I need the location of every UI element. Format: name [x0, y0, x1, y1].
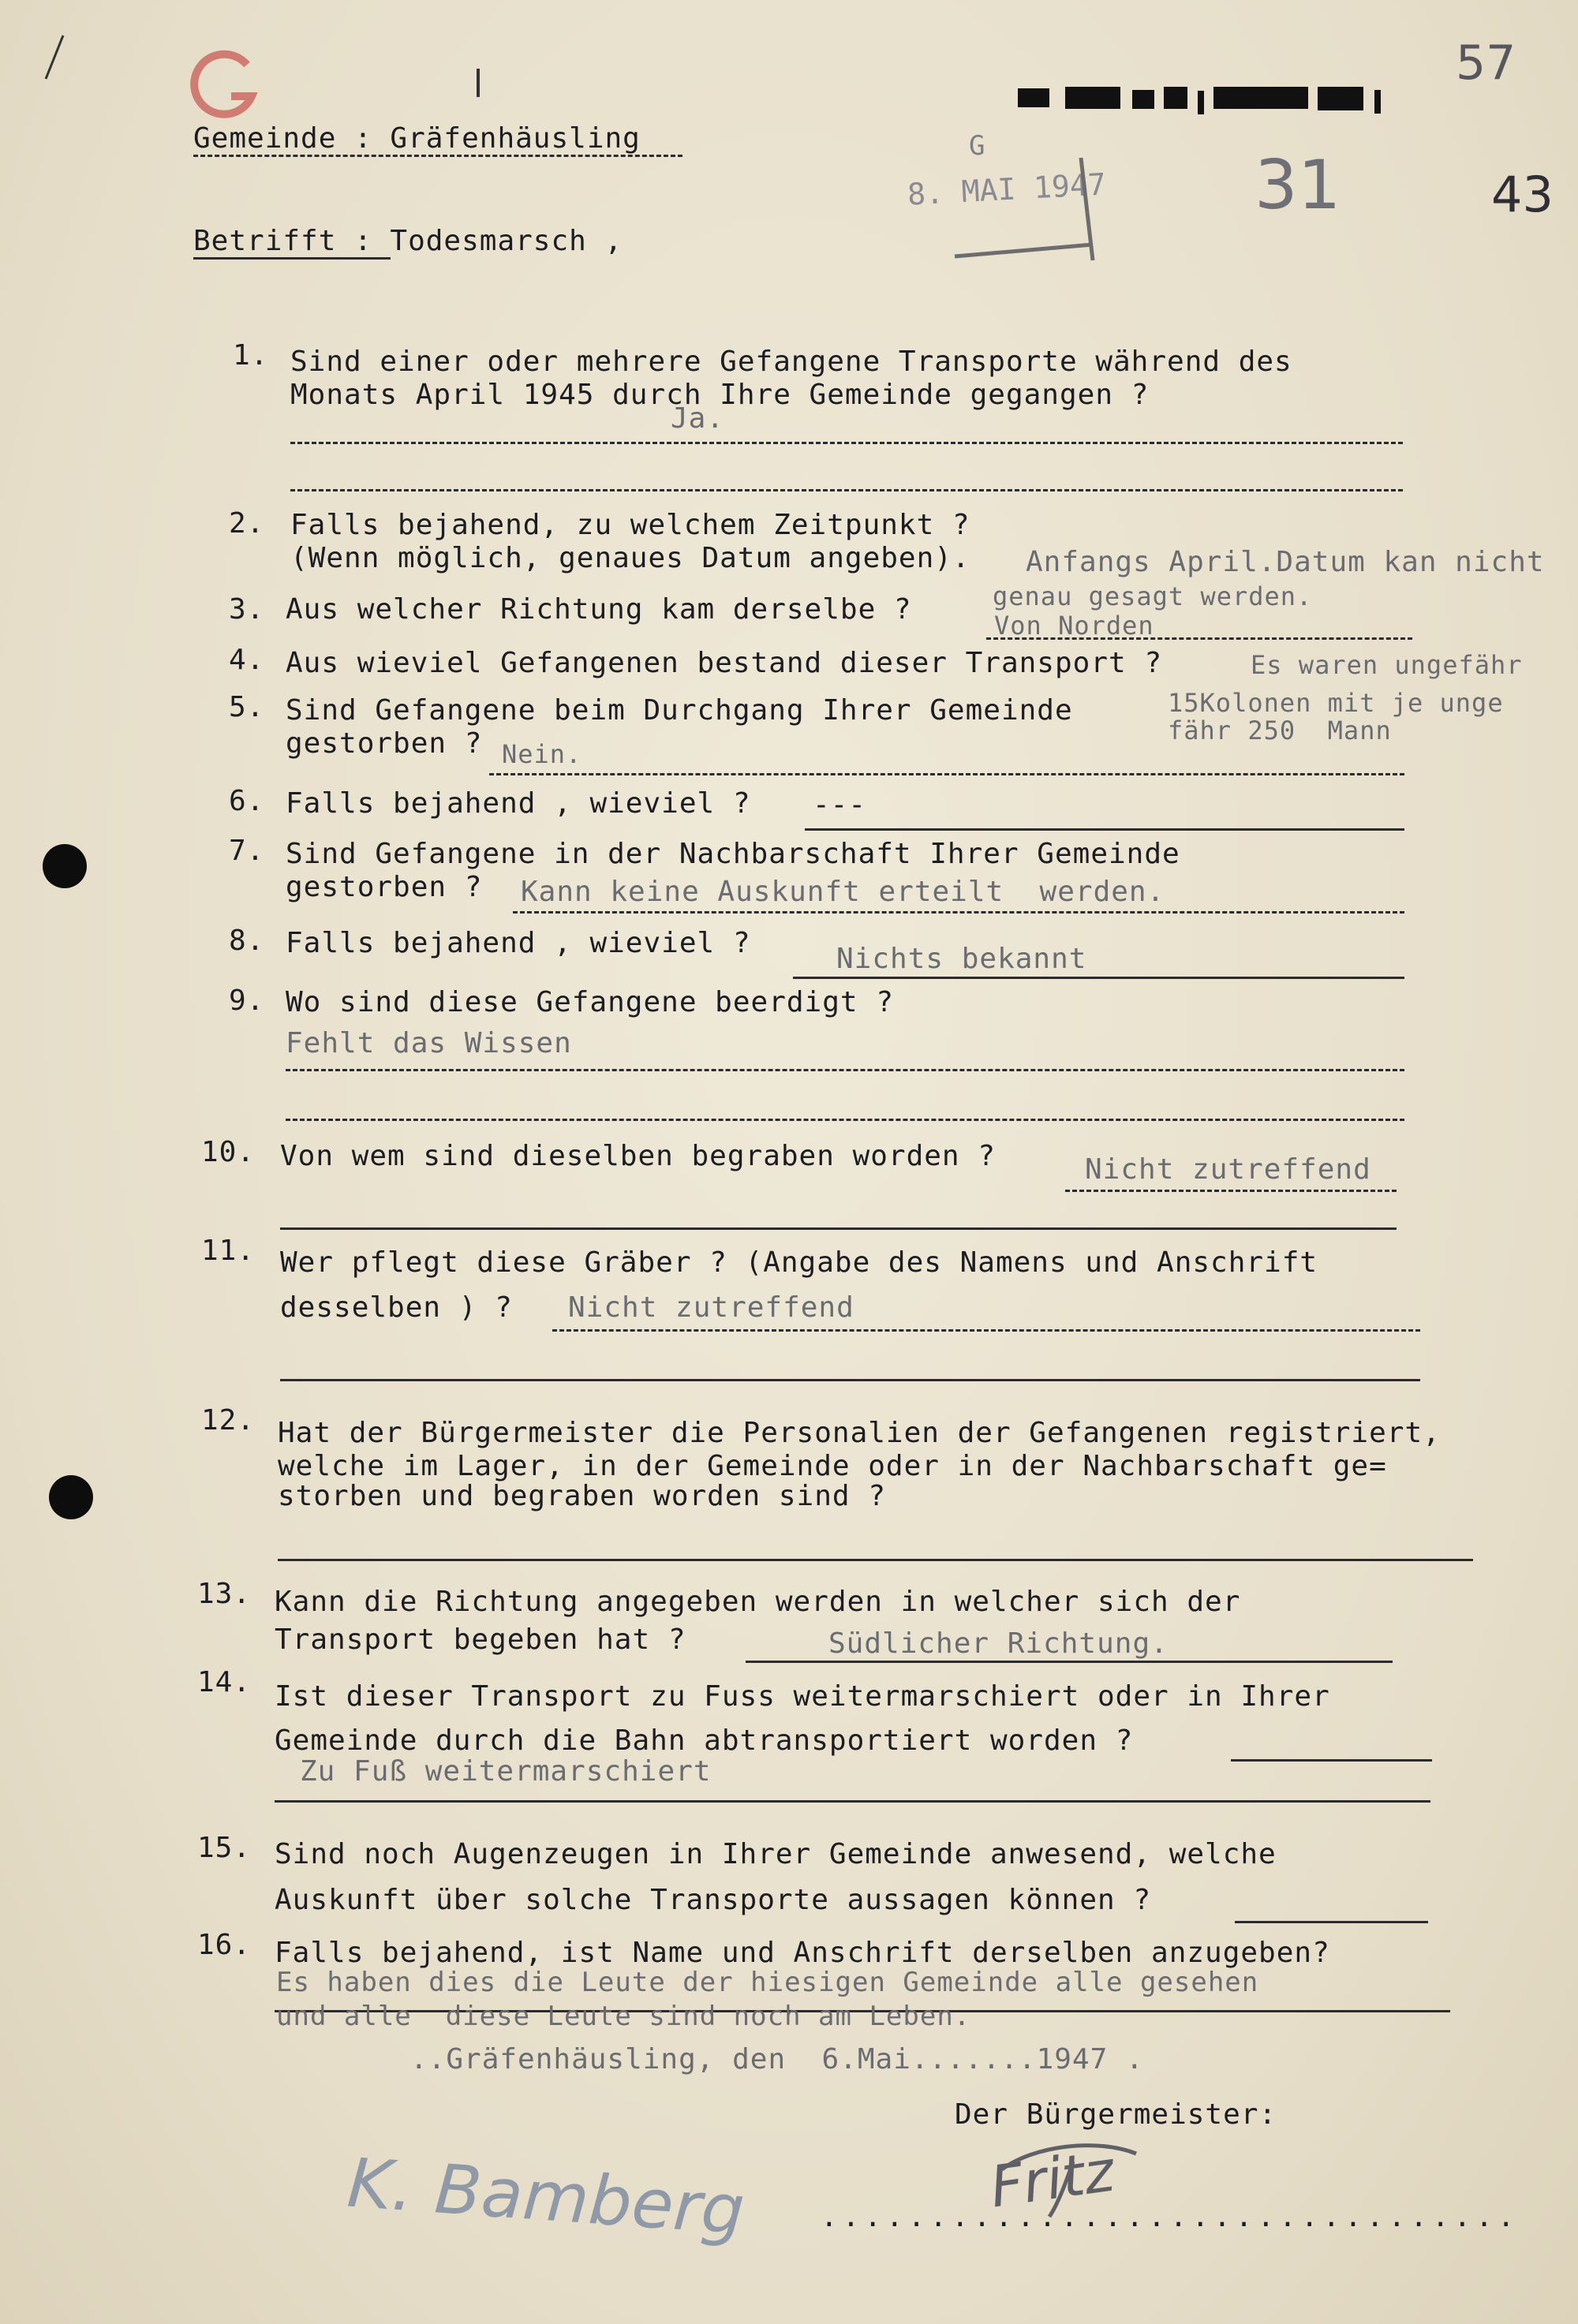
question-2-answer: Anfangs April.Datum kan nicht [1026, 546, 1545, 578]
question-13-line-2: Transport begeben hat ? [275, 1623, 686, 1656]
punch-hole-lower [49, 1475, 93, 1519]
question-3-line-1: Aus welcher Richtung kam derselbe ? [286, 593, 912, 626]
question-10-rule-2 [280, 1227, 1397, 1230]
punch-hole-upper [43, 844, 87, 888]
question-13-line-1: Kann die Richtung angegeben werden in welcher sich der [275, 1586, 1241, 1618]
stamp-bracket-icon [923, 150, 1128, 260]
redaction-strike-icon [1018, 79, 1389, 126]
question-8-line-1: Falls bejahend , wieviel ? [286, 927, 751, 959]
question-1-line-2: Monats April 1945 durch Ihre Gemeinde gegangen ? [290, 379, 1150, 411]
question-5-answer: Nein. [502, 739, 582, 769]
question-1-answer: Ja. [671, 402, 725, 435]
question-14-line-2: Gemeinde durch die Bahn abtransportiert worden ? [275, 1724, 1134, 1757]
question-6-line-1: Falls bejahend , wieviel ? [286, 787, 751, 820]
question-6-number: 6. [229, 785, 265, 817]
question-7-number: 7. [229, 835, 265, 867]
question-9-line-1: Wo sind diese Gefangene beerdigt ? [286, 986, 894, 1018]
signatory-title: Der Bürgermeister: [955, 2098, 1277, 2131]
question-14-answer-slot [1231, 1759, 1432, 1762]
question-16-line-1: Falls bejahend, ist Name und Anschrift derselben anzugeben? [275, 1937, 1330, 1969]
page-number: 43 [1491, 166, 1554, 223]
question-10-line-1: Von wem sind dieselben begraben worden ? [280, 1140, 996, 1172]
question-16-number: 16. [197, 1929, 252, 1961]
gemeinde-rule [193, 155, 682, 157]
question-2-number: 2. [229, 507, 265, 540]
pencil-bar-icon [473, 67, 483, 99]
question-2-line-2: (Wenn möglich, genaues Datum angeben). [290, 542, 970, 574]
place-and-date: ..Gräfenhäusling, den 6.Mai.......1947 . [410, 2043, 1144, 2076]
question-4-answer: Es waren ungefähr [1251, 650, 1523, 680]
question-15-line-1: Sind noch Augenzeugen in Ihrer Gemeinde anwesend, welche [275, 1838, 1277, 1870]
question-12-number: 12. [201, 1404, 256, 1437]
question-12-line-2: welche im Lager, in der Gemeinde oder in der Nachbarschaft ge= [278, 1450, 1387, 1482]
question-3-answer: Von Norden [994, 611, 1154, 641]
stamp-date: 8. MAI 1947 [907, 166, 1107, 212]
question-1-rule-2 [290, 489, 1403, 491]
question-4-number: 4. [229, 644, 265, 676]
question-10-number: 10. [201, 1136, 256, 1168]
question-9-rule-2 [286, 1119, 1404, 1121]
pencil-tick-icon [39, 32, 71, 87]
question-7-line-1: Sind Gefangene in der Nachbarschaft Ihrer Gemeinde [286, 838, 1180, 870]
question-15-line-2: Auskunft über solche Transporte aussagen können ? [275, 1884, 1152, 1916]
question-13-answer: Südlicher Richtung. [828, 1627, 1169, 1660]
question-11-answer: Nicht zutreffend [568, 1291, 854, 1324]
question-9-number: 9. [229, 985, 265, 1017]
question-4-answer-continued: 15Kolonen mit je unge [1168, 688, 1504, 718]
question-12-line-3: storben und begraben worden sind ? [278, 1480, 886, 1512]
question-7-answer: Kann keine Auskunft erteilt werden. [521, 876, 1165, 908]
betrifft-field: Betrifft : Todesmarsch , [193, 225, 623, 257]
betrifft-rule [193, 257, 391, 260]
question-10-answer: Nicht zutreffend [1085, 1153, 1371, 1186]
signature-dots: ................................ [821, 2201, 1520, 2233]
question-16-answer: Es haben dies die Leute der hiesigen Gemeinde alle gesehen [276, 1967, 1259, 1998]
question-11-number: 11. [201, 1235, 256, 1267]
question-5-rule [489, 773, 1404, 775]
question-5-line-1: Sind Gefangene beim Durchgang Ihrer Gemeinde [286, 694, 1073, 727]
question-12-line-1: Hat der Bürgermeister die Personalien der Gefangenen registriert, [278, 1417, 1441, 1449]
question-5-number: 5. [229, 691, 265, 723]
question-9-rule-1 [286, 1069, 1404, 1071]
question-1-line-1: Sind einer oder mehrere Gefangene Transporte während des [290, 346, 1292, 378]
question-10-rule-1 [1065, 1190, 1397, 1192]
question-2-answer-continued: genau gesagt werden. [993, 581, 1313, 611]
question-7-rule [513, 911, 1404, 914]
question-5-line-2: gestorben ? [286, 727, 483, 760]
question-11-line-1: Wer pflegt diese Gräber ? (Angabe des Namens und Anschrift [280, 1246, 1318, 1279]
question-12-rule [278, 1559, 1473, 1561]
pencil-signature: K. Bamberg [345, 2143, 747, 2251]
question-1-rule-1 [290, 442, 1403, 444]
question-13-number: 13. [197, 1578, 252, 1610]
question-1-number: 1. [233, 339, 269, 372]
question-14-answer: Zu Fuß weitermarschiert [300, 1755, 712, 1788]
question-11-rule-2 [280, 1379, 1420, 1381]
question-8-rule [793, 977, 1404, 979]
question-6-rule [805, 828, 1404, 831]
question-13-rule [746, 1661, 1393, 1663]
signature-flourish-icon [986, 2130, 1191, 2225]
question-11-line-2: desselben ) ? [280, 1291, 513, 1324]
question-2-line-1: Falls bejahend, zu welchem Zeitpunkt ? [290, 509, 970, 541]
question-4-answer-continued-2: fähr 250 Mann [1168, 716, 1392, 745]
stamp-circle-g-icon [185, 47, 264, 126]
question-11-rule-1 [552, 1329, 1420, 1332]
question-8-number: 8. [229, 925, 265, 957]
question-15-number: 15. [197, 1832, 252, 1864]
question-9-answer: Fehlt das Wissen [286, 1027, 572, 1059]
archive-mark-top-right: 57 [1456, 35, 1516, 91]
question-4-line-1: Aus wieviel Gefangenen bestand dieser Transport ? [286, 647, 1163, 679]
gemeinde-field: Gemeinde : Gräfenhäusling [193, 122, 641, 155]
question-7-line-2: gestorben ? [286, 871, 483, 903]
question-6-answer: --- [813, 789, 867, 821]
ink-signature: Fritz [985, 2137, 1119, 2221]
question-8-answer: Nichts bekannt [836, 943, 1087, 975]
question-14-number: 14. [197, 1666, 252, 1698]
question-14-rule [275, 1800, 1430, 1803]
question-16-answer-continued: und alle diese Leute sind noch am Leben. [276, 2001, 971, 2032]
archive-pencil-number: 31 [1255, 146, 1341, 225]
question-3-rule [986, 637, 1412, 640]
question-14-line-1: Ist dieser Transport zu Fuss weitermarschiert oder in Ihrer [275, 1680, 1330, 1713]
stamp-letter: G [969, 130, 985, 162]
question-15-rule [1235, 1921, 1428, 1923]
question-3-number: 3. [229, 593, 265, 626]
